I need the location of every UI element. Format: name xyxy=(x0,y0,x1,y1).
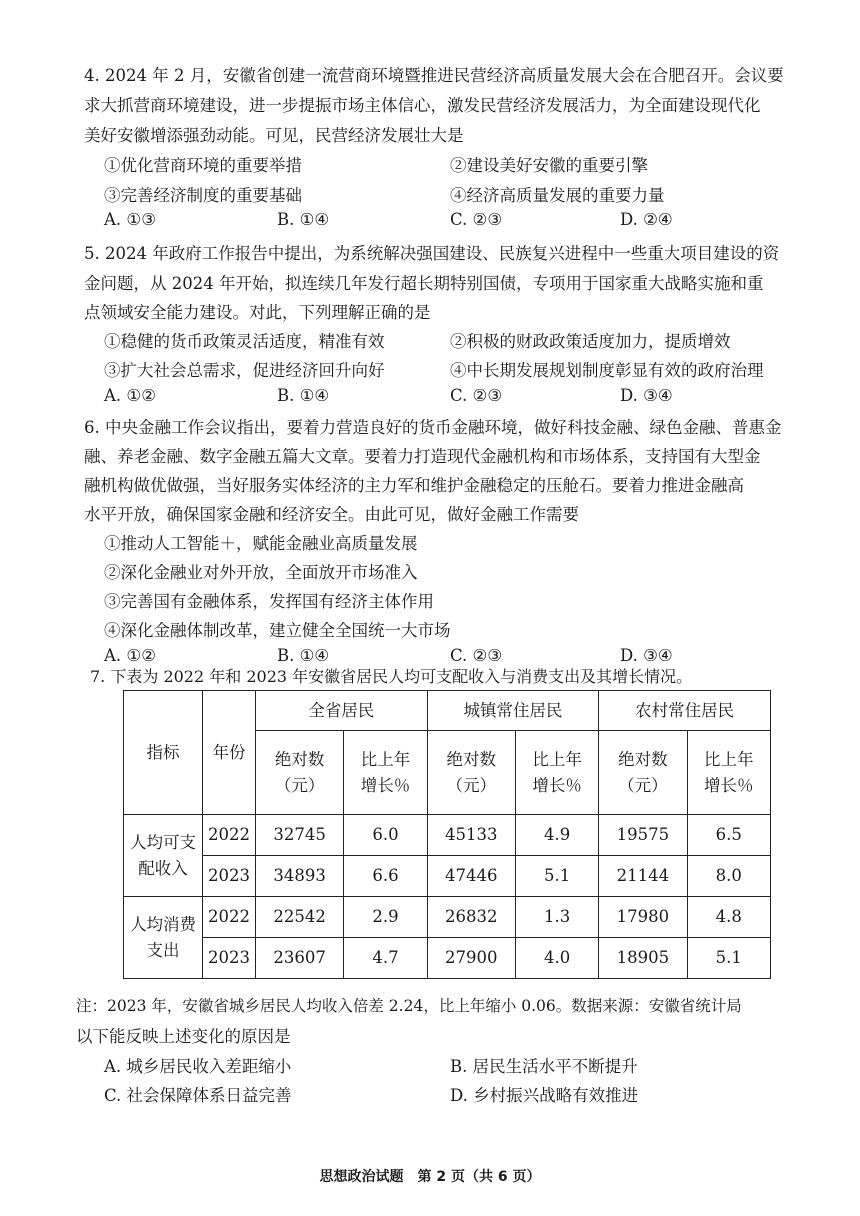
q4-line-3: 美好安徽增添强劲动能。可见，民营经济发展壮大是 xyxy=(84,126,464,145)
q7-choice-c[interactable]: C. 社会保障体系日益完善 xyxy=(104,1086,292,1105)
q6-choice-b[interactable]: B. ①④ xyxy=(277,646,330,665)
q4-statement-3: ③完善经济制度的重要基础 xyxy=(104,186,302,205)
table-cell: 2022 xyxy=(203,815,256,856)
q7-note: 注：2023 年，安徽省城乡居民人均收入倍差 2.24，比上年缩小 0.06。数据来源：安徽省统计局 xyxy=(76,997,742,1015)
q5-statement-4: ④中长期发展规划制度彰显有效的政府治理 xyxy=(450,361,764,380)
table-cell: 4.7 xyxy=(344,938,427,979)
q7-choice-b[interactable]: B. 居民生活水平不断提升 xyxy=(450,1057,638,1076)
header-group-rural: 农村常住居民 xyxy=(599,691,771,731)
header-group-urban: 城镇常住居民 xyxy=(427,691,599,731)
q7-choice-d[interactable]: D. 乡村振兴战略有效推进 xyxy=(450,1086,639,1105)
q4-line-2: 求大抓营商环境建设，进一步提振市场主体信心，激发民营经济发展活力，为全面建设现代化 xyxy=(84,96,761,115)
q5-statement-1: ①稳健的货币政策灵活适度，精准有效 xyxy=(104,332,385,351)
q4-choice-c[interactable]: C. ②③ xyxy=(450,210,503,229)
q4-choice-a[interactable]: A. ①③ xyxy=(104,210,156,229)
table-cell: 8.0 xyxy=(687,856,770,897)
page-footer: 思想政治试题 第 2 页（共 6 页） xyxy=(319,1169,541,1185)
q5-choice-b[interactable]: B. ①④ xyxy=(277,386,330,405)
table-cell: 45133 xyxy=(427,815,515,856)
table-cell: 23607 xyxy=(256,938,344,979)
table-cell: 2.9 xyxy=(344,897,427,938)
header-abs: 绝对数 （元） xyxy=(599,731,687,815)
q6-statement-4: ④深化金融体制改革，建立健全全国统一大市场 xyxy=(104,621,451,640)
q5-line-2: 金问题，从 2024 年开始，拟连续几年发行超长期特别国债，专项用于国家重大战略实施和重 xyxy=(84,274,764,293)
q6-choice-c[interactable]: C. ②③ xyxy=(450,646,503,665)
q4-statement-4: ④经济高质量发展的重要力量 xyxy=(450,186,665,205)
row-indicator: 人均消费 支出 xyxy=(124,897,203,979)
q5-choice-a[interactable]: A. ①② xyxy=(104,386,156,405)
q6-line-3: 融机构做优做强，当好服务实体经济的主力军和维护金融稳定的压舱石。要着力推进金融高 xyxy=(84,476,744,495)
table-cell: 4.0 xyxy=(515,938,598,979)
income-consumption-table xyxy=(123,690,771,979)
q5-line-3: 点领域安全能力建设。对此，下列理解正确的是 xyxy=(84,303,431,322)
table-cell: 22542 xyxy=(256,897,344,938)
q5-statement-3: ③扩大社会总需求，促进经济回升向好 xyxy=(104,361,385,380)
header-abs: 绝对数 （元） xyxy=(427,731,515,815)
q6-statement-3: ③完善国有金融体系，发挥国有经济主体作用 xyxy=(104,592,434,611)
q4-statement-1: ①优化营商环境的重要举措 xyxy=(104,156,302,175)
table-cell: 2022 xyxy=(203,897,256,938)
header-group-province: 全省居民 xyxy=(256,691,428,731)
table-row xyxy=(124,856,771,897)
q4-statement-2: ②建设美好安徽的重要引擎 xyxy=(450,156,648,175)
table-cell: 47446 xyxy=(427,856,515,897)
table-cell: 4.9 xyxy=(515,815,598,856)
header-growth: 比上年 增长％ xyxy=(515,731,598,815)
table-cell: 6.5 xyxy=(687,815,770,856)
header-growth: 比上年 增长％ xyxy=(344,731,427,815)
header-year: 年份 xyxy=(203,691,256,815)
table-cell: 21144 xyxy=(599,856,687,897)
q7-intro: 7. 下表为 2022 年和 2023 年安徽省居民人均可支配收入与消费支出及其增长情况。 xyxy=(90,667,693,686)
table-row xyxy=(124,897,771,938)
table-cell: 34893 xyxy=(256,856,344,897)
table-cell: 6.6 xyxy=(344,856,427,897)
q7-stem: 以下能反映上述变化的原因是 xyxy=(76,1027,291,1046)
row-indicator: 人均可支 配收入 xyxy=(124,815,203,897)
table-cell: 2023 xyxy=(203,856,256,897)
table-cell: 1.3 xyxy=(515,897,598,938)
table-row xyxy=(124,815,771,856)
table-cell: 19575 xyxy=(599,815,687,856)
q7-choice-a[interactable]: A. 城乡居民收入差距缩小 xyxy=(104,1057,292,1076)
table-cell: 32745 xyxy=(256,815,344,856)
table-cell: 5.1 xyxy=(687,938,770,979)
header-growth: 比上年 增长％ xyxy=(687,731,770,815)
header-indicator: 指标 xyxy=(124,691,203,815)
table-cell: 18905 xyxy=(599,938,687,979)
q6-line-2: 融、养老金融、数字金融五篇大文章。要着力打造现代金融机构和市场体系，支持国有大型金 xyxy=(84,447,761,466)
q4-line-1: 4. 2024 年 2 月，安徽省创建一流营商环境暨推进民营经济高质量发展大会在合肥召开。会议要 xyxy=(84,66,784,85)
header-abs: 绝对数 （元） xyxy=(256,731,344,815)
table-cell: 5.1 xyxy=(515,856,598,897)
table-cell: 26832 xyxy=(427,897,515,938)
table-cell: 17980 xyxy=(599,897,687,938)
q5-choice-d[interactable]: D. ③④ xyxy=(620,386,673,405)
table-cell: 6.0 xyxy=(344,815,427,856)
table-cell: 27900 xyxy=(427,938,515,979)
q4-choice-d[interactable]: D. ②④ xyxy=(620,210,673,229)
q6-statement-1: ①推动人工智能＋，赋能金融业高质量发展 xyxy=(104,534,418,553)
q6-line-4: 水平开放，确保国家金融和经济安全。由此可见，做好金融工作需要 xyxy=(84,505,579,524)
q6-choice-a[interactable]: A. ①② xyxy=(104,646,156,665)
q4-choice-b[interactable]: B. ①④ xyxy=(277,210,330,229)
q6-line-1: 6. 中央金融工作会议指出，要着力营造良好的货币金融环境，做好科技金融、绿色金融、普惠金 xyxy=(84,418,782,437)
table-row xyxy=(124,938,771,979)
table-cell: 4.8 xyxy=(687,897,770,938)
q5-choice-c[interactable]: C. ②③ xyxy=(450,386,503,405)
table-cell: 2023 xyxy=(203,938,256,979)
q6-choice-d[interactable]: D. ③④ xyxy=(620,646,673,665)
q5-line-1: 5. 2024 年政府工作报告中提出，为系统解决强国建设、民族复兴进程中一些重大项目建设的资 xyxy=(84,244,780,263)
q6-statement-2: ②深化金融业对外开放，全面放开市场准入 xyxy=(104,563,418,582)
q5-statement-2: ②积极的财政政策适度加力，提质增效 xyxy=(450,332,731,351)
